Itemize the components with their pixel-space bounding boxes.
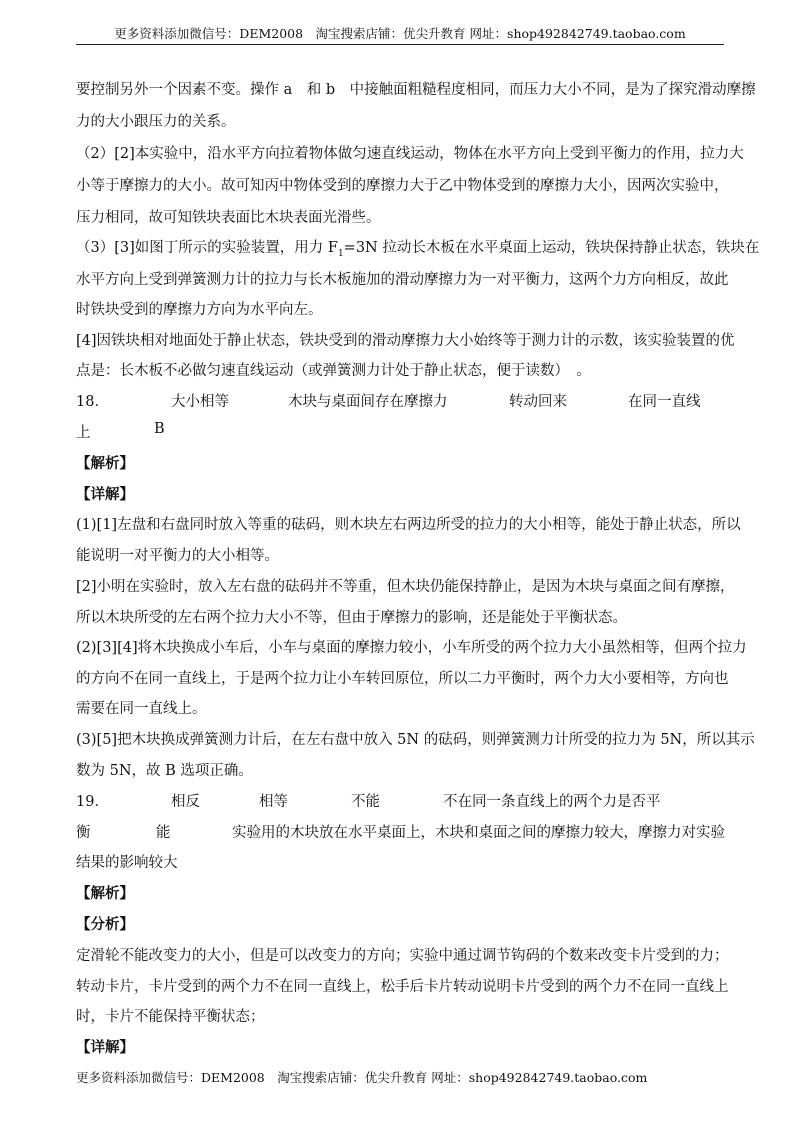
text-line: [4]因铁块相对地面处于静止状态，铁块受到的滑动摩擦力大小始终等于测力计的示数，该实验装置的优 [76, 333, 735, 349]
question-number: 19． [76, 794, 109, 810]
text-line: （2）[2]本实验中，沿水平方向拉着物体做匀速直线运动，物体在水平方向上受到平衡力的作用，拉力大 [76, 146, 744, 162]
text-line: 需要在同一直线上。 [76, 701, 207, 717]
text-line: 数为 5N，故 B 选项正确。 [76, 763, 253, 779]
answer-blank: 不在同一条直线上的两个力是否平 [443, 794, 661, 810]
text-line: [2]小明在实验时，放入左右盘的砝码并不等重，但木块仍能保持静止，是因为木块与桌面之间有摩擦， [76, 579, 735, 595]
answer-blank: 转动回来 [509, 394, 567, 410]
text-line: (1)[1]左盘和右盘同时放入等重的砝码，则木块左右两边所受的拉力的大小相等，能处于静止状态，所以 [76, 517, 741, 533]
section-heading: 【详解】 [76, 486, 134, 503]
text-line [76, 236, 760, 259]
text-line: 压力相同，故可知铁块表面比木块表面光滑些。 [76, 210, 381, 226]
text-line: 时，卡片不能保持平衡状态； [76, 1009, 265, 1025]
page-footer: 更多资料添加微信号：DEM2008 淘宝搜索店铺：优尖升教育 网址：shop492842749.taobao.com [76, 1070, 648, 1085]
text-line: 要控制另外一个因素不变。操作 a 和 b 中接触面粗糙程度相同，而压力大小不同，是为了探究滑动摩擦 [76, 82, 756, 98]
subscript: 1 [337, 248, 344, 259]
text-line: 所以木块所受的左右两个拉力大小不等，但由于摩擦力的影响，还是能处于平衡状态。 [76, 610, 627, 626]
text-line: 点是：长木板不必做匀速直线运动（或弹簧测力计处于静止状态，便于读数） 。 [76, 363, 591, 379]
answer-blank: 大小相等 [171, 394, 229, 410]
text-segment: （3）[3]如图丁所示的实验装置，用力 F [76, 240, 338, 256]
answer-blank: 在同一直线 [628, 394, 701, 410]
answer-blank: 相反 [171, 794, 200, 810]
text-line: 力的大小跟压力的关系。 [76, 114, 236, 130]
text-line: 转动卡片，卡片受到的两个力不在同一直线上，松手后卡片转动说明卡片受到的两个力不在同一直线上 [76, 979, 729, 995]
answer-blank: 木块与桌面间存在摩擦力 [288, 394, 448, 410]
answer-blank: 能 [156, 825, 171, 841]
question-number: 18． [76, 394, 109, 410]
text-segment: =3N 拉动长木板在水平桌面上运动，铁块保持静止状态，铁块在 [343, 240, 760, 256]
section-heading: 【详解】 [76, 1039, 134, 1056]
text-line: (3)[5]把木块换成弹簧测力计后，在左右盘中放入 5N 的砝码，则弹簧测力计所受的拉力为 5N，所以其示 [76, 732, 755, 748]
answer-blank: B [154, 421, 165, 437]
text-line: 能说明一对平衡力的大小相等。 [76, 548, 279, 564]
answer-blank-cont: 衡 [76, 825, 91, 841]
section-heading: 【解析】 [76, 885, 134, 902]
text-line: (2)[3][4]将木块换成小车后，小车与桌面的摩擦力较小，小车所受的两个拉力大小虽然相等，但两个拉力 [76, 640, 747, 656]
text-line: 水平方向上受到弹簧测力计的拉力与长木板施加的滑动摩擦力为一对平衡力，这两个力方向相反，故此 [76, 272, 729, 288]
text-line: 小等于摩擦力的大小。故可知丙中物体受到的摩擦力大于乙中物体受到的摩擦力大小，因两次实验中， [76, 178, 729, 194]
answer-blank-cont: 上 [76, 425, 91, 441]
text-line: 的方向不在同一直线上，于是两个拉力让小车转回原位，所以二力平衡时，两个力大小要相等，方向也 [76, 671, 729, 687]
answer-blank: 不能 [351, 794, 380, 810]
section-heading: 【解析】 [76, 455, 134, 472]
header-divider [76, 44, 724, 45]
answer-blank: 相等 [259, 794, 288, 810]
text-line: 定滑轮不能改变力的大小，但是可以改变力的方向；实验中通过调节钩码的个数来改变卡片受到的力； [76, 948, 729, 964]
text-line: 时铁块受到的摩擦力方向为水平向左。 [76, 302, 323, 318]
page-header: 更多资料添加微信号：DEM2008 淘宝搜索店铺：优尖升教育 网址：shop492842749.taobao.com [114, 26, 686, 41]
section-heading: 【分析】 [76, 916, 134, 933]
answer-blank: 实验用的木块放在水平桌面上，木块和桌面之间的摩擦力较大，摩擦力对实验 [232, 825, 725, 841]
answer-blank-cont: 结果的影响较大 [76, 855, 178, 871]
